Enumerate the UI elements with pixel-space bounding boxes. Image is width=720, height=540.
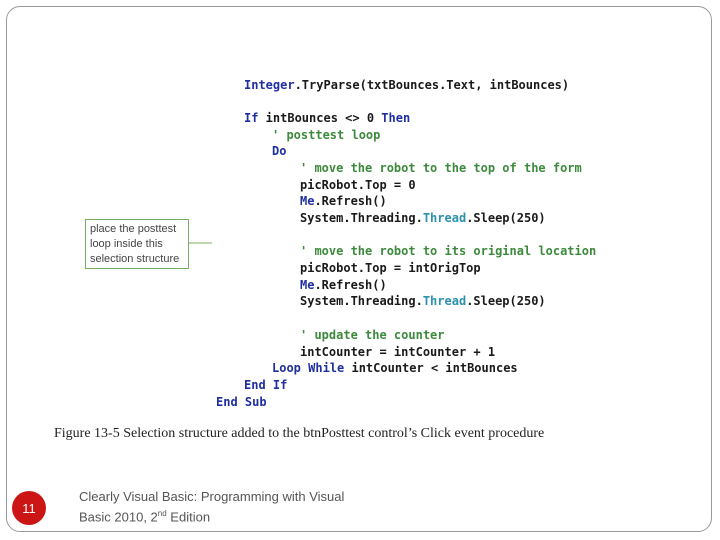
callout-line-2: loop inside this bbox=[90, 238, 163, 250]
code-token: .Sleep(250) bbox=[466, 294, 546, 308]
footer-book-title bbox=[79, 488, 399, 525]
code-token: Me bbox=[300, 194, 315, 208]
footer-line-2 bbox=[79, 505, 399, 525]
callout-box bbox=[85, 219, 189, 269]
code-line-15 bbox=[272, 361, 518, 375]
code-token: Thread bbox=[422, 294, 467, 308]
code-line-13 bbox=[300, 328, 445, 342]
code-line-11 bbox=[300, 278, 387, 292]
code-token: End If bbox=[244, 378, 288, 392]
code-token: Me bbox=[300, 278, 315, 292]
code-token: intCounter = intCounter + 1 bbox=[300, 345, 496, 359]
code-token: intCounter < intBounces bbox=[344, 361, 518, 375]
callout-line-3: selection structure bbox=[90, 253, 180, 265]
code-line-09 bbox=[300, 244, 596, 258]
code-token: System.Threading. bbox=[300, 294, 423, 308]
code-line-08 bbox=[300, 211, 546, 225]
code-line-02 bbox=[244, 111, 410, 125]
code-token: ' update the counter bbox=[300, 328, 445, 342]
code-line-05 bbox=[300, 161, 582, 175]
code-token: ' move the robot to the top of the form bbox=[300, 161, 582, 175]
code-token: System.Threading. bbox=[300, 211, 423, 225]
callout-line-1: place the posttest bbox=[90, 223, 177, 235]
figure-caption: Figure 13-5 Selection structure added to the btnPosttest control’s Click event procedure bbox=[54, 426, 545, 441]
code-line-07 bbox=[300, 194, 387, 208]
code-token: Then bbox=[381, 111, 411, 125]
code-token: ' move the robot to its original location bbox=[300, 244, 597, 258]
code-token: If bbox=[244, 111, 259, 125]
code-token: Loop While bbox=[272, 361, 345, 375]
code-line-10 bbox=[300, 261, 481, 275]
code-line-01 bbox=[244, 78, 569, 92]
code-line-17 bbox=[216, 395, 267, 409]
footer-line-1: Clearly Visual Basic: Programming with Visual bbox=[79, 489, 345, 504]
code-line-03 bbox=[272, 128, 380, 142]
code-figure bbox=[212, 76, 598, 410]
code-token: intBounces <> 0 bbox=[258, 111, 382, 125]
code-token: End Sub bbox=[216, 395, 267, 409]
code-token: Do bbox=[272, 144, 287, 158]
code-token: Thread bbox=[422, 211, 467, 225]
code-token: ' posttest loop bbox=[272, 128, 381, 142]
footer-line-2-prefix: Basic 2010, 2 bbox=[79, 509, 158, 525]
code-line-16 bbox=[244, 378, 287, 392]
code-line-12 bbox=[300, 294, 546, 308]
code-line-14 bbox=[300, 345, 495, 359]
code-token: Integer bbox=[244, 78, 295, 92]
code-token: picRobot.Top = 0 bbox=[300, 178, 416, 192]
code-token: .TryParse(txtBounces.Text, intBounces) bbox=[294, 78, 570, 92]
page-number-badge: 11 bbox=[12, 491, 46, 525]
footer-line-2-sup: nd bbox=[157, 509, 167, 518]
code-token: picRobot.Top = intOrigTop bbox=[300, 261, 481, 275]
code-line-04 bbox=[272, 144, 286, 158]
code-token: .Refresh() bbox=[314, 194, 387, 208]
code-token: .Refresh() bbox=[314, 278, 387, 292]
code-line-06 bbox=[300, 178, 416, 192]
code-token: .Sleep(250) bbox=[466, 211, 546, 225]
footer-line-2-suffix: Edition bbox=[166, 509, 211, 525]
